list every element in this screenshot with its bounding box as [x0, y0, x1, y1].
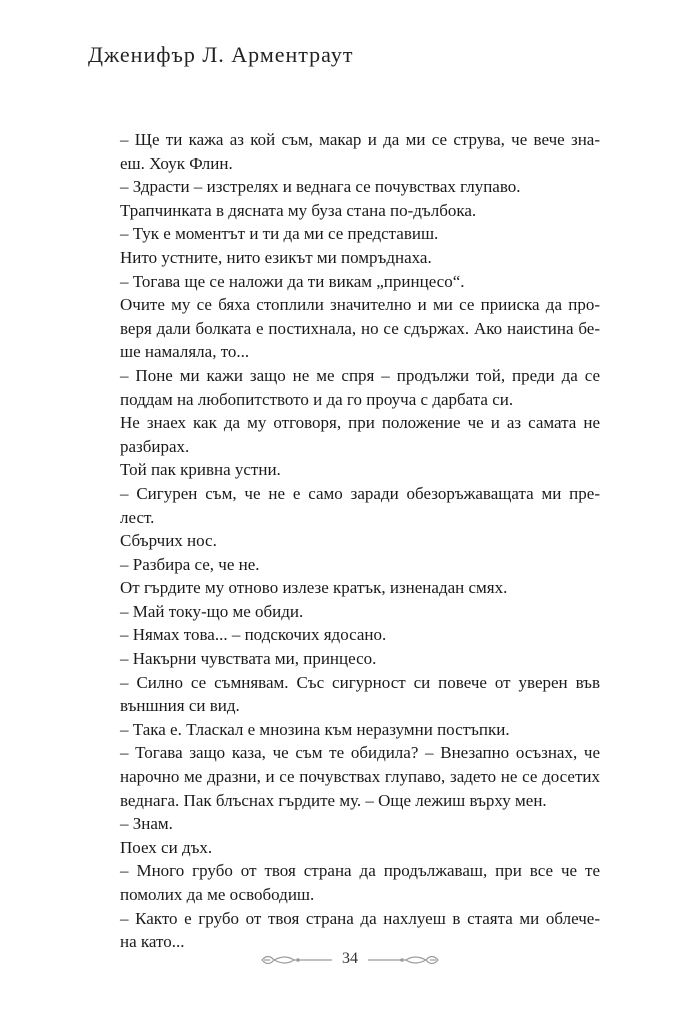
text-line: разбирах. — [120, 436, 190, 456]
text-line: веря дали болката е постихнала, но се сдържах. Ако наистина бе- — [120, 318, 600, 338]
text-line: Сбърчих нос. — [120, 531, 217, 551]
text-line: – Много грубо от твоя страна да продължаваш, при все че те — [120, 861, 600, 881]
text-line: Поех си дъх. — [120, 837, 213, 857]
text-line: – Тогава ще се наложи да ти викам „принцесо“. — [120, 271, 465, 291]
text-line: помолих да ме освободиш. — [120, 885, 315, 904]
text-line: – Поне ми кажи защо не ме спря – продължи той, преди да се — [120, 365, 600, 385]
text-line: – Май току-що ме обиди. — [120, 601, 304, 621]
text-line: – Тогава защо каза, че съм те обидила? – Внезапно осъзнах, че — [120, 743, 600, 763]
text-line: поддам на любопитството и да го проуча с дарбата си. — [120, 389, 514, 409]
text-line: веднага. Пак блъснах гърдите му. – Още лежиш върху мен. — [120, 790, 547, 810]
text-line: ше намаляла, то... — [120, 342, 250, 362]
text-line: – Сигурен съм, че не е само заради обезоръжаващата ми пре- — [120, 483, 600, 503]
text-line: на като... — [120, 932, 185, 952]
running-header: Дженифър Л. Арментраут — [88, 42, 354, 67]
page-footer — [0, 946, 700, 976]
text-line: – Тук е моментът и ти да ми се представиш. — [120, 224, 439, 244]
text-line: Очите му се бяха стоплили значително и ми се прииска да про- — [120, 295, 600, 315]
text-line: – Така е. Тласкал е мнозина към неразумни постъпки. — [120, 719, 510, 739]
text-line: – Както е грубо от твоя страна да нахлуеш в стаята ми облече- — [120, 908, 600, 928]
text-line: – Нямах това... – подскочих ядосано. — [120, 625, 387, 645]
page-number: 34 — [342, 950, 358, 967]
text-line: – Разбира се, че не. — [120, 554, 260, 574]
text-line: – Силно се съмнявам. Със сигурност си повече от уверен във — [120, 672, 600, 692]
text-line: От гърдите му отново излезе кратък, изненадан смях. — [120, 578, 508, 598]
text-line: външния си вид. — [120, 696, 240, 716]
text-line: Трапчинката в дясната му буза стана по-дълбока. — [120, 200, 477, 220]
text-line: нарочно ме дразни, и се почувствах глупаво, задето не се досетих — [120, 767, 600, 787]
page-body-text — [120, 128, 600, 954]
text-line: – Знам. — [120, 814, 173, 834]
text-line: Не знаех как да му отговоря, при положение че и аз самата не — [120, 413, 600, 433]
text-line: лест. — [120, 507, 155, 527]
text-line: Той пак кривна устни. — [120, 460, 281, 480]
text-line: – Ще ти кажа аз кой съм, макар и да ми се струва, че вече зна- — [120, 130, 600, 149]
text-line: – Накърни чувствата ми, принцесо. — [120, 649, 377, 669]
text-line: Нито устните, нито езикът ми помръднаха. — [120, 247, 432, 267]
right-ornament-icon — [362, 951, 442, 969]
text-line: – Здрасти – изстрелях и веднага се почувствах глупаво. — [120, 177, 521, 197]
text-line: еш. Хоук Флин. — [120, 153, 233, 173]
